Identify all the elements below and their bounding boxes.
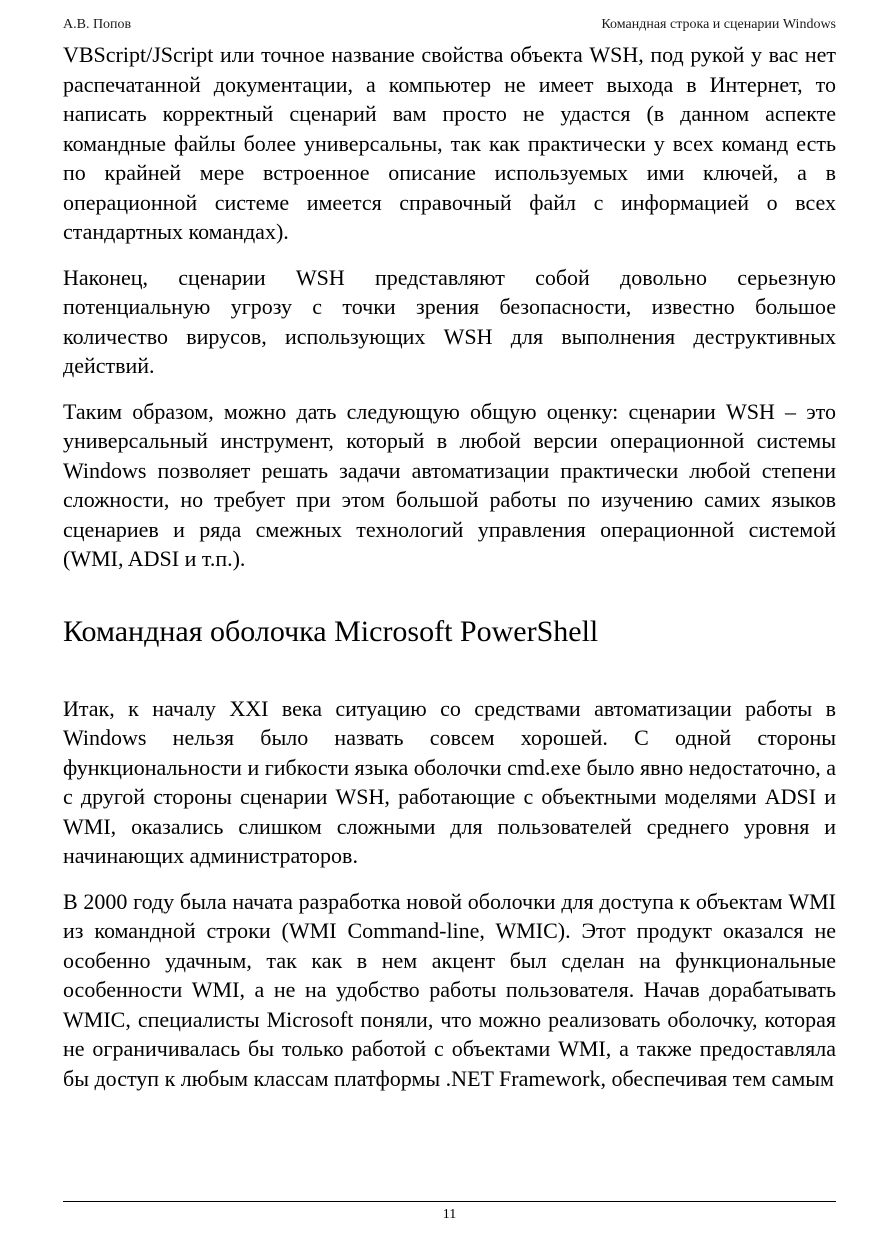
footer-divider: [63, 1201, 836, 1202]
paragraph-wmic-history: В 2000 году была начата разработка новой оболочки для доступа к объектам WMI из командной строки (WMI Command-line, WMIC). Этот продукт оказался не особенно удачным, так как в нем акцент был сделан на функциональные особенности WMI, а не на удобство работы пользователя. Начав дорабатывать WMIC, специалисты Microsoft поняли, что можно реализовать оболочку, которая не ограничивалась бы только работой с объектами WMI, а также предоставляла бы доступ к любым классам платформы .NET Framework, обеспечивая тем самым: [63, 888, 836, 1091]
page-header: [63, 16, 836, 34]
paragraph-xxi-century: Итак, к началу XXI века ситуацию со средствами автоматизации работы в Windows нельзя было назвать совсем хорошей. С одной стороны функциональности и гибкости языка оболочки cmd.exe было явно недостаточно, а с другой стороны сценарии WSH, работающие с объектными моделями ADSI и WMI, оказались слишком сложными для пользователей среднего уровня и начинающих администраторов.: [63, 695, 836, 868]
header-book-title: Командная строка и сценарии Windows: [601, 17, 836, 32]
section-heading: Командная оболочка Microsoft PowerShell: [63, 614, 599, 648]
paragraph-wsh-summary: Таким образом, можно дать следующую общую оценку: сценарии WSH – это универсальный инструмент, который в любой версии операционной системы Windows позволяет решать задачи автоматизации практически любой степени сложности, но требует при этом большой работы по изучению самих языков сценариев и ряда смежных технологий управления операционной системой (WMI, ADSI и т.п.).: [63, 398, 836, 571]
page-content: [63, 40, 836, 1093]
paragraph-wsh-security: Наконец, сценарии WSH представляют собой довольно серьезную потенциальную угрозу с точки зрения безопасности, известно большое количество вирусов, использующих WSH для выполнения деструктивных действий.: [63, 264, 836, 378]
header-author: А.В. Попов: [63, 17, 132, 32]
paragraph-continued: VBScript/JScript или точное название свойства объекта WSH, под рукой у вас нет распечатанной документации, а компьютер не имеет выхода в Интернет, то написать корректный сценарий вам просто не удастся (в данном аспекте командные файлы более универсальны, так как практически у всех команд есть по крайней мере встроенное описание используемых ими ключей, а в операционной системе имеется справочный файл с информацией о всех стандартных командах).: [63, 42, 836, 244]
page-number: 11: [442, 1207, 457, 1222]
